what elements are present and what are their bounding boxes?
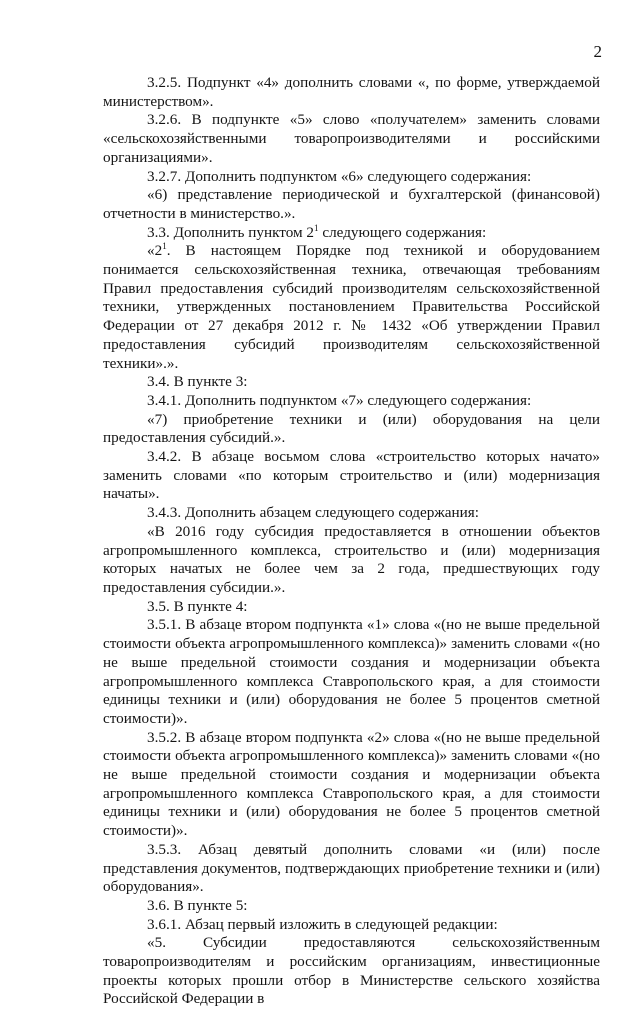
paragraph-3-4-1: 3.4.1. Дополнить подпунктом «7» следующего содержания: (147, 391, 532, 409)
paragraph-point-2-1-text-after: . В настоящем Порядке под техникой и оборудованием понимается сельскохозяйственная техника, отвечающая требованиям Правил предоставления субсидий производителям сельскохозяйственной техники, утвержденных постановлением Правительства Российской Федерации от 27 декабря 2012 г. № 1432 «Об утверждении Правил предоставления субсидий производителям сельскохозяйственной техники».». (103, 242, 600, 372)
paragraph-subpoint-6: «6) представление периодической и бухгалтерской (финансовой) отчетности в министерство.». (103, 186, 600, 222)
paragraph-3-2-6: 3.2.6. В подпункте «5» слово «получателем» заменить словами «сельскохозяйственными товаропроизводителями и российскими организациями». (103, 111, 600, 166)
paragraph-2016-subsidy: «В 2016 году субсидия предоставляется в отношении объектов агропромышленного комплекса, строительство и (или) модернизация которых начатых не более чем за 2 года, предшествующих году предоставления субсидии.». (103, 522, 600, 596)
paragraph-point-2-1-text-before: «2 (147, 242, 163, 260)
paragraph-3-2-7: 3.2.7. Дополнить подпунктом «6» следующего содержания: (147, 167, 532, 185)
paragraph-3-2-5: 3.2.5. Подпункт «4» дополнить словами «, по форме, утверждаемой министерством». (103, 74, 600, 110)
paragraph-3-3 (103, 224, 600, 243)
paragraph-3-5-1: 3.5.1. В абзаце втором подпункта «1» слова «(но не выше предельной стоимости объекта агропромышленного комплекса)» заменить словами «(но не выше предельной стоимости создания и модернизации объекта агропромышленного комплекса Ставропольского края, а для стоимости единицы техники и (или) оборудования не более 5 процентов сметной стоимости)». (103, 616, 600, 727)
paragraph-3-5-3: 3.5.3. Абзац девятый дополнить словами «и (или) после представления документов, подтверждающих приобретение техники и (или) оборудования». (103, 840, 600, 896)
paragraph-point-2-1 (103, 242, 600, 373)
paragraph-subpoint-7: «7) приобретение техники и (или) оборудования на цели предоставления субсидий.». (103, 410, 600, 447)
superscript: 1 (162, 241, 167, 252)
paragraph-3-4: 3.4. В пункте 3: (147, 373, 248, 391)
paragraph-3-6: 3.6. В пункте 5: (147, 896, 248, 914)
paragraph-3-6-1: 3.6.1. Абзац первый изложить в следующей редакции: (147, 915, 498, 933)
paragraph-point-5: «5. Субсидии предоставляются сельскохозяйственным товаропроизводителям и российским организациям, инвестиционные проекты которых прошли отбор в Министерстве сельского хозяйства Российской Федерации в (103, 934, 600, 1008)
paragraph-3-5: 3.5. В пункте 4: (147, 597, 248, 615)
paragraph-3-4-2: 3.4.2. В абзаце восьмом слова «строительство которых начато» заменить словами «по которым строительство и (или) модернизация начаты». (103, 448, 600, 503)
paragraph-3-3-text-after: следующего содержания: (318, 223, 487, 241)
page-number: 2 (593, 42, 602, 61)
paragraph-3-4-3: 3.4.3. Дополнить абзацем следующего содержания: (147, 504, 479, 522)
document-body (103, 74, 600, 1009)
paragraph-3-5-2: 3.5.2. В абзаце втором подпункта «2» слова «(но не выше предельной стоимости объекта агропромышленного комплекса)» заменить словами «(но не выше предельной стоимости создания и модернизации объекта агропромышленного комплекса Ставропольского края, а для стоимости единицы техники и (или) оборудования не более 5 процентов сметной стоимости)». (103, 728, 600, 840)
superscript: 1 (314, 222, 319, 233)
paragraph-3-3-text-before: 3.3. Дополнить пунктом 2 (147, 223, 315, 241)
